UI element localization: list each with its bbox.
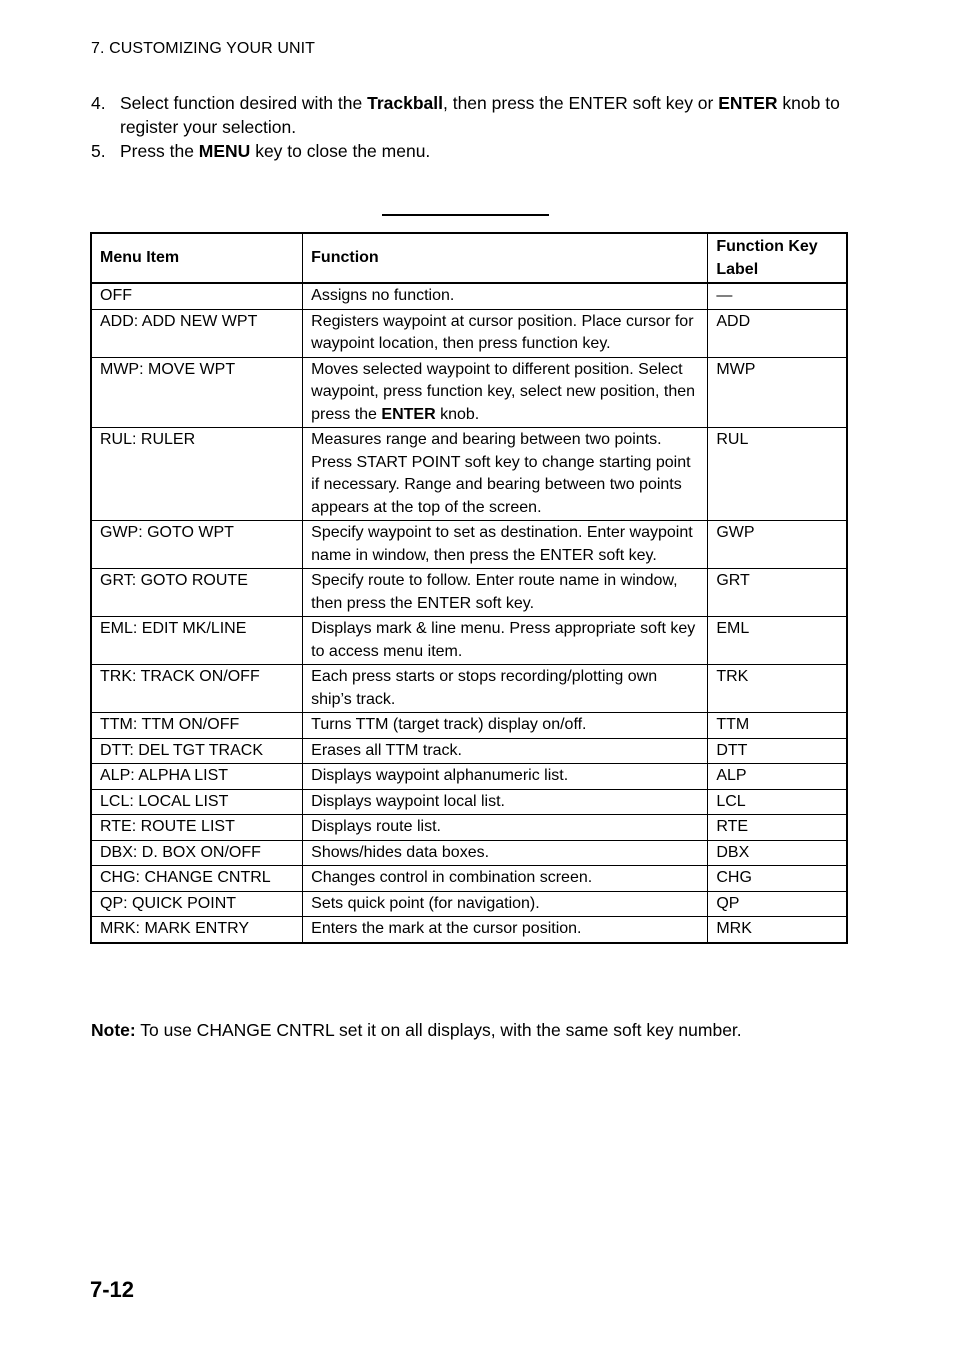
function-key-table [90, 232, 848, 944]
table-row [91, 428, 847, 521]
step-text-part: knob to register your selection. [120, 93, 840, 137]
step-text [120, 91, 851, 139]
function-key-label-cell: DTT [708, 738, 847, 764]
table-row [91, 357, 847, 428]
menu-item-cell: MWP: MOVE WPT [91, 357, 303, 428]
table-title-rule [382, 214, 549, 216]
step-bold-term: ENTER [718, 93, 778, 113]
table-row [91, 713, 847, 739]
function-cell: Erases all TTM track. [303, 738, 708, 764]
function-cell: Sets quick point (for navigation). [303, 891, 708, 917]
function-key-label-cell: GWP [708, 521, 847, 569]
step-text-part: Press the [120, 141, 199, 161]
function-key-label-cell: EML [708, 617, 847, 665]
step-bold-term: MENU [198, 141, 251, 161]
table-row [91, 789, 847, 815]
function-key-label-cell: — [708, 283, 847, 309]
function-key-label-cell: RUL [708, 428, 847, 521]
table-row [91, 764, 847, 790]
menu-item-cell: TRK: TRACK ON/OFF [91, 665, 303, 713]
menu-item-cell: ALP: ALPHA LIST [91, 764, 303, 790]
menu-item-cell: RTE: ROUTE LIST [91, 815, 303, 841]
menu-item-cell: OFF [91, 283, 303, 309]
step-text-part: , then press the ENTER soft key or [442, 93, 719, 113]
function-key-label-cell: MRK [708, 917, 847, 943]
menu-item-cell: DBX: D. BOX ON/OFF [91, 840, 303, 866]
function-cell: Enters the mark at the cursor position. [303, 917, 708, 943]
function-cell: Each press starts or stops recording/plotting own ship’s track. [303, 665, 708, 713]
function-cell: Specify waypoint to set as destination. Enter waypoint name in window, then press the ENTER soft key. [303, 521, 708, 569]
table-row [91, 665, 847, 713]
menu-item-cell: ADD: ADD NEW WPT [91, 309, 303, 357]
function-key-label-cell: GRT [708, 569, 847, 617]
function-cell: Displays route list. [303, 815, 708, 841]
function-cell: Displays mark & line menu. Press appropriate soft key to access menu item. [303, 617, 708, 665]
table-header-row [91, 233, 847, 283]
function-text-part: Moves selected waypoint to different position. Select waypoint, press function key, select new position, then press the [311, 360, 696, 423]
step-4 [91, 91, 851, 139]
table-row [91, 738, 847, 764]
function-key-label-cell: TTM [708, 713, 847, 739]
table-row [91, 309, 847, 357]
menu-item-cell: CHG: CHANGE CNTRL [91, 866, 303, 892]
function-cell: Displays waypoint alphanumeric list. [303, 764, 708, 790]
header-menu-item: Menu Item [91, 233, 303, 283]
function-cell: Turns TTM (target track) display on/off. [303, 713, 708, 739]
table-row [91, 891, 847, 917]
step-bold-term: Trackball [367, 93, 443, 113]
function-cell: Shows/hides data boxes. [303, 840, 708, 866]
menu-item-cell: TTM: TTM ON/OFF [91, 713, 303, 739]
table-row [91, 617, 847, 665]
page-number: 7-12 [90, 1277, 135, 1302]
function-key-label-cell: RTE [708, 815, 847, 841]
step-number: 4. [91, 93, 106, 113]
function-key-label-cell: DBX [708, 840, 847, 866]
instruction-steps [91, 91, 851, 163]
step-number: 5. [91, 141, 106, 161]
table-row [91, 521, 847, 569]
function-cell: Assigns no function. [303, 283, 708, 309]
step-text-part: key to close the menu. [250, 141, 431, 161]
function-key-label-cell: ADD [708, 309, 847, 357]
function-key-label-cell: LCL [708, 789, 847, 815]
function-bold-term: ENTER [381, 405, 436, 423]
header-function-key-label: Function Key Label [708, 233, 847, 283]
function-key-label-cell: QP [708, 891, 847, 917]
table-body [91, 283, 847, 943]
function-key-label-cell: TRK [708, 665, 847, 713]
function-cell: Measures range and bearing between two points. Press START POINT soft key to change starting point if necessary. Range and bearing between two points appears at the top of the screen. [303, 428, 708, 521]
function-cell: Changes control in combination screen. [303, 866, 708, 892]
menu-item-cell: EML: EDIT MK/LINE [91, 617, 303, 665]
table-row [91, 917, 847, 943]
menu-item-cell: GWP: GOTO WPT [91, 521, 303, 569]
table-row [91, 815, 847, 841]
table-row [91, 569, 847, 617]
function-cell: Displays waypoint local list. [303, 789, 708, 815]
function-key-label-cell: ALP [708, 764, 847, 790]
menu-item-cell: QP: QUICK POINT [91, 891, 303, 917]
note [91, 1020, 742, 1041]
table-row [91, 840, 847, 866]
function-text-part: knob. [435, 405, 480, 423]
section-header: 7. CUSTOMIZING YOUR UNIT [91, 40, 316, 57]
header-function: Function [303, 233, 708, 283]
step-5 [91, 139, 851, 163]
step-text-part: Select function desired with the [120, 93, 368, 113]
note-text: To use CHANGE CNTRL set it on all displays, with the same soft key number. [135, 1020, 742, 1040]
menu-item-cell: MRK: MARK ENTRY [91, 917, 303, 943]
function-key-label-cell: CHG [708, 866, 847, 892]
function-cell: Specify route to follow. Enter route name in window, then press the ENTER soft key. [303, 569, 708, 617]
menu-item-cell: RUL: RULER [91, 428, 303, 521]
menu-item-cell: DTT: DEL TGT TRACK [91, 738, 303, 764]
table-row [91, 283, 847, 309]
function-cell [303, 357, 708, 428]
menu-item-cell: GRT: GOTO ROUTE [91, 569, 303, 617]
menu-item-cell: LCL: LOCAL LIST [91, 789, 303, 815]
step-text [120, 139, 851, 163]
function-cell: Registers waypoint at cursor position. Place cursor for waypoint location, then press function key. [303, 309, 708, 357]
note-label: Note: [91, 1020, 136, 1040]
function-key-label-cell: MWP [708, 357, 847, 428]
table-row [91, 866, 847, 892]
